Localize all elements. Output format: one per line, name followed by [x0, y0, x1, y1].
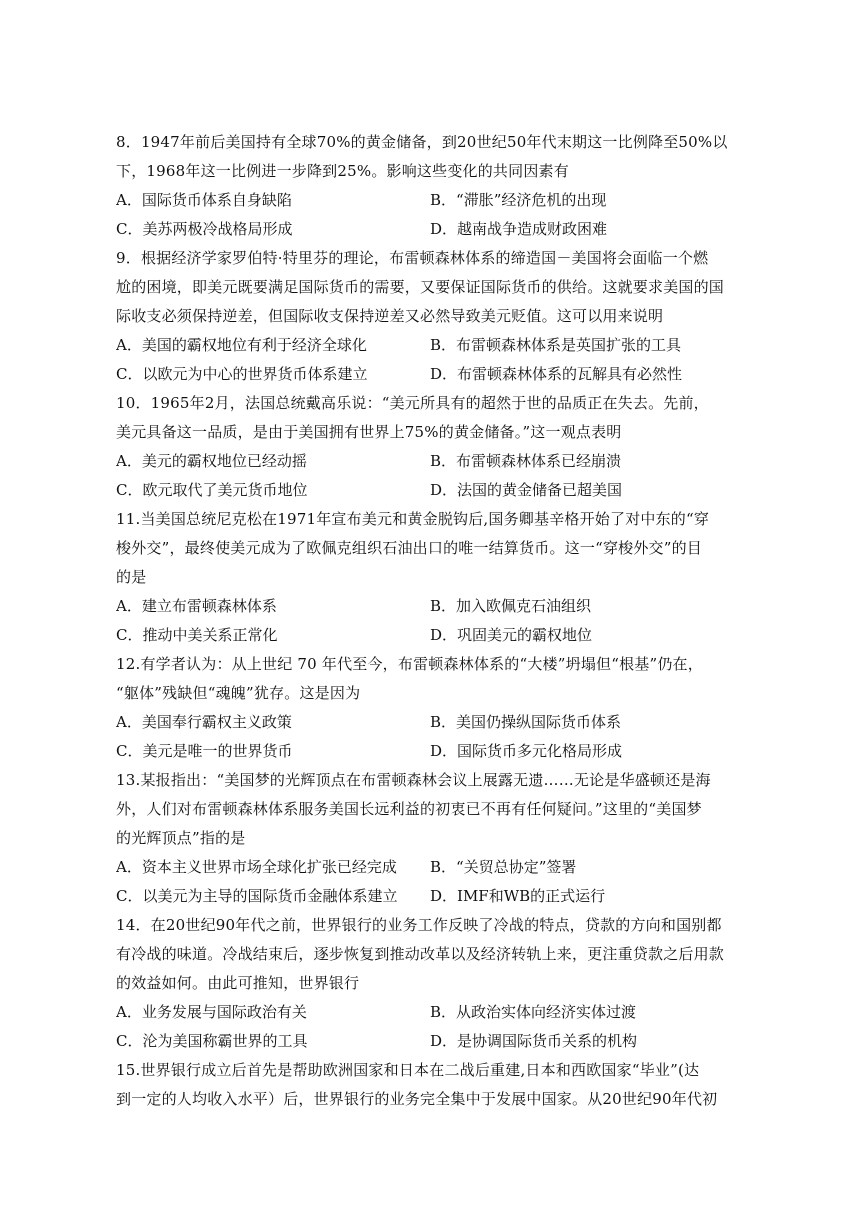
option-c: C．欧元取代了美元货币地位 [116, 481, 308, 499]
question-text-line: 8．1947年前后美国持有全球70%的黄金储备，到20世纪50年代末期这一比例降至50%以 [116, 133, 728, 151]
question-text-line: 梭外交”，最终使美元成为了欧佩克组织石油出口的唯一结算货币。这一“穿梭外交”的目 [116, 539, 703, 557]
option-b: B．“关贸总协定”签署 [430, 858, 577, 876]
question-text-line: 9．根据经济学家罗伯特·特里芬的理论，布雷顿森林体系的缔造国－美国将会面临一个燃 [116, 249, 709, 267]
question-12 [116, 650, 744, 766]
question-text-line: 下，1968年这一比例进一步降到25%。影响这些变化的共同因素有 [116, 162, 569, 180]
option-a: A．国际货币体系自身缺陷 [116, 191, 292, 209]
option-c: C．美元是唯一的世界货币 [116, 742, 293, 760]
option-d: D．国际货币多元化格局形成 [430, 742, 623, 760]
question-13 [116, 766, 744, 911]
question-text-line: 的是 [116, 568, 147, 586]
option-b: B．布雷顿森林体系已经崩溃 [430, 452, 622, 470]
question-text-line: 外，人们对布雷顿森林体系服务美国长远利益的初衷已不再有任何疑问。”这里的“美国梦 [116, 800, 702, 818]
option-d: D．IMF和WB的正式运行 [430, 887, 606, 905]
option-a: A．美国的霸权地位有利于经济全球化 [116, 336, 367, 354]
option-b: B．从政治实体向经济实体过渡 [430, 1003, 637, 1021]
option-a: A．美国奉行霸权主义政策 [116, 713, 292, 731]
question-text-line: “躯体”残缺但“魂魄”犹存。这是因为 [116, 684, 361, 702]
question-11 [116, 505, 744, 650]
question-text-line: 的光辉顶点”指的是 [116, 829, 246, 847]
option-b: B．“滞胀”经济危机的出现 [430, 191, 607, 209]
question-text-line: 尬的困境，即美元既要满足国际货币的需要，又要保证国际货币的供给。这就要求美国的国 [116, 278, 725, 296]
option-a: A．建立布雷顿森林体系 [116, 597, 277, 615]
question-text-line: 14．在20世纪90年代之前，世界银行的业务工作反映了冷战的特点，贷款的方向和国别都 [116, 916, 722, 934]
question-text-line: 的效益如何。由此可推知，世界银行 [116, 974, 360, 992]
option-c: C．推动中美关系正常化 [116, 626, 278, 644]
option-a: A．资本主义世界市场全球化扩张已经完成 [116, 858, 397, 876]
option-c: C．沦为美国称霸世界的工具 [116, 1032, 308, 1050]
question-9 [116, 244, 744, 389]
question-text-line: 美元具备这一品质，是由于美国拥有世界上75%的黄金储备。”这一观点表明 [116, 423, 622, 441]
question-text-line: 11.当美国总统尼克松在1971年宣布美元和黄金脱钩后,国务卿基辛格开始了对中东的“穿 [116, 510, 710, 528]
question-text-line: 际收支必须保持逆差，但国际收支保持逆差又必然导致美元贬值。这可以用来说明 [116, 307, 664, 325]
option-b: B．布雷顿森林体系是英国扩张的工具 [430, 336, 682, 354]
option-b: B．美国仍操纵国际货币体系 [430, 713, 622, 731]
option-a: A．美元的霸权地位已经动摇 [116, 452, 307, 470]
question-text-line: 10．1965年2月，法国总统戴高乐说：“美元所具有的超然于世的品质正在失去。先前， [116, 394, 709, 412]
question-list [116, 128, 744, 1114]
option-d: D．是协调国际货币关系的机构 [430, 1032, 638, 1050]
question-text-line: 15.世界银行成立后首先是帮助欧洲国家和日本在二战后重建,日本和西欧国家“毕业”(达 [116, 1061, 700, 1079]
question-text-line: 有冷战的味道。冷战结束后，逐步恢复到推动改革以及经济转轨上来，更注重贷款之后用款 [116, 945, 725, 963]
question-8 [116, 128, 744, 244]
question-text-line: 到一定的人均收入水平）后，世界银行的业务完全集中于发展中国家。从20世纪90年代初 [116, 1090, 718, 1108]
question-10 [116, 389, 744, 505]
option-c: C．以欧元为中心的世界货币体系建立 [116, 365, 368, 383]
question-text-line: 12.有学者认为：从上世纪 70 年代至今，布雷顿森林体系的“大楼”坍塌但“根基”仍在， [116, 655, 703, 673]
question-15 [116, 1056, 744, 1114]
option-b: B．加入欧佩克石油组织 [430, 597, 592, 615]
option-d: D．法国的黄金储备已超美国 [430, 481, 623, 499]
option-d: D．布雷顿森林体系的瓦解具有必然性 [430, 365, 683, 383]
option-d: D．越南战争造成财政困难 [430, 220, 608, 238]
option-a: A．业务发展与国际政治有关 [116, 1003, 307, 1021]
question-text-line: 13.某报指出：“美国梦的光辉顶点在布雷顿森林会议上展露无遗……无论是华盛顿还是海 [116, 771, 711, 789]
option-d: D．巩固美元的霸权地位 [430, 626, 593, 644]
question-14 [116, 911, 744, 1056]
option-c: C．以美元为主导的国际货币金融体系建立 [116, 887, 398, 905]
option-c: C．美苏两极冷战格局形成 [116, 220, 293, 238]
